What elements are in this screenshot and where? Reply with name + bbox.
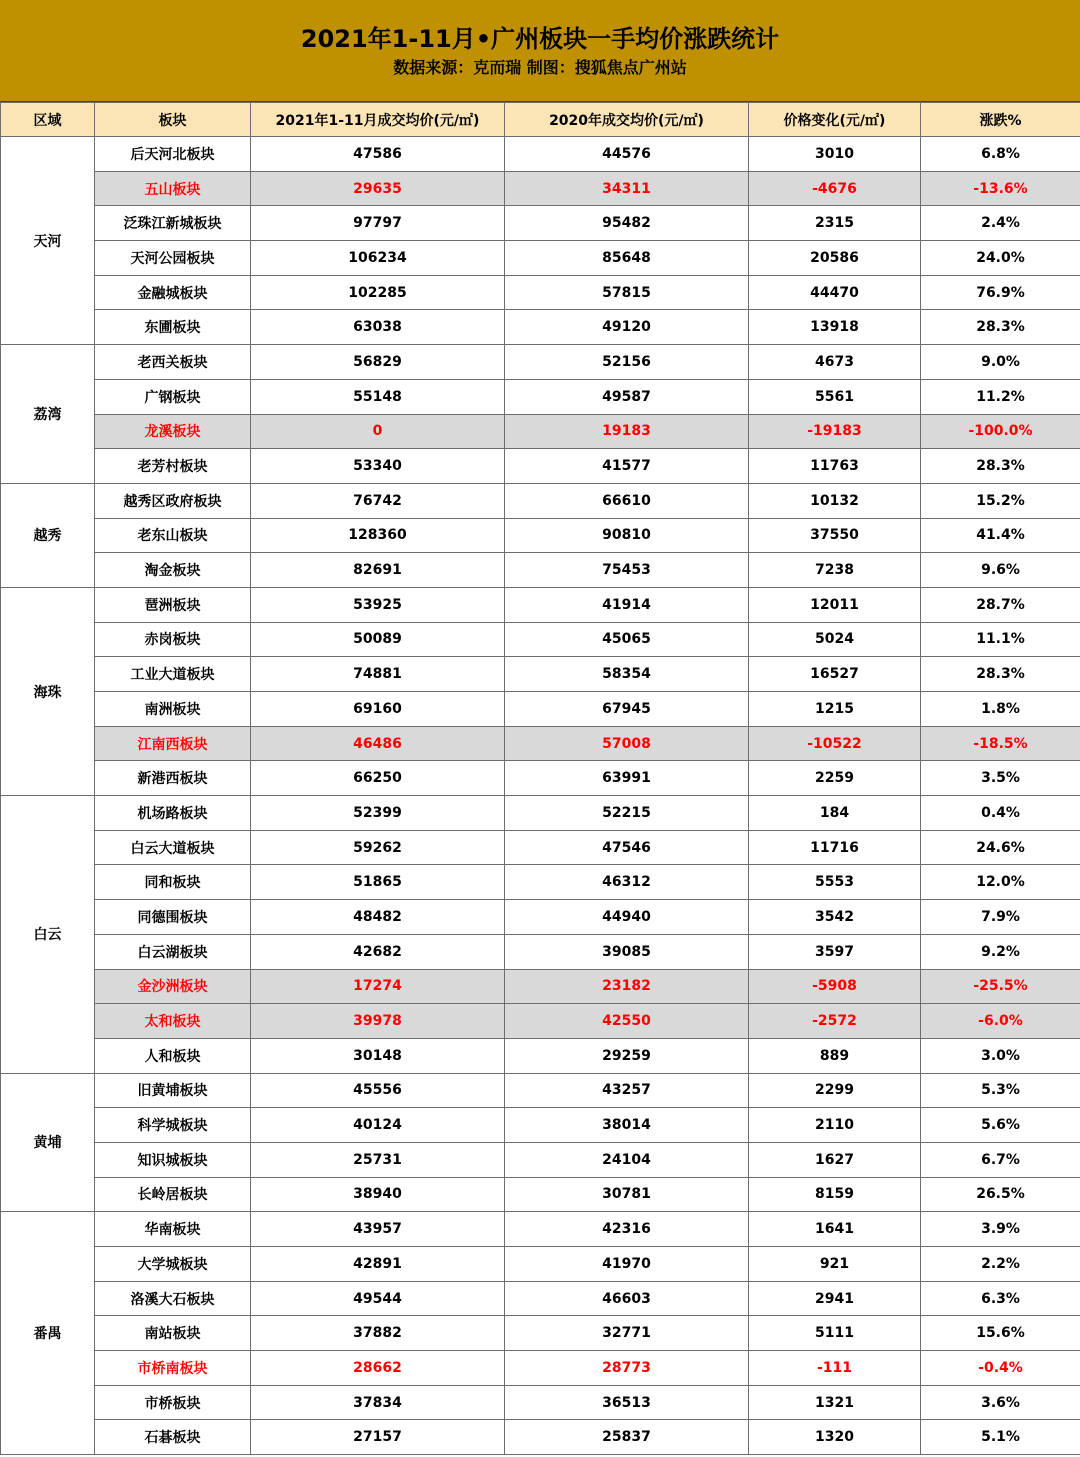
change-percent-cell: 5.6% — [921, 1108, 1080, 1143]
price-2021-cell: 74881 — [251, 657, 505, 692]
price-change-cell: 13918 — [749, 310, 921, 345]
change-percent-cell: -6.0% — [921, 1004, 1080, 1039]
change-percent-cell: 0.4% — [921, 796, 1080, 831]
change-percent-cell: 26.5% — [921, 1177, 1080, 1212]
price-2021-cell: 46486 — [251, 726, 505, 761]
change-percent-cell: 3.6% — [921, 1385, 1080, 1420]
column-header-region: 区域 — [1, 103, 95, 137]
table-row — [1, 830, 1080, 865]
block-name-cell: 赤岗板块 — [95, 622, 251, 657]
price-2020-cell: 52215 — [505, 796, 749, 831]
change-percent-cell: 24.6% — [921, 830, 1080, 865]
table-row — [1, 1385, 1080, 1420]
price-2021-cell: 53340 — [251, 449, 505, 484]
block-name-cell: 石碁板块 — [95, 1420, 251, 1455]
price-change-cell: 5561 — [749, 379, 921, 414]
price-2020-cell: 66610 — [505, 483, 749, 518]
block-name-cell: 市桥板块 — [95, 1385, 251, 1420]
price-2020-cell: 30781 — [505, 1177, 749, 1212]
price-change-cell: -5908 — [749, 969, 921, 1004]
table-row — [1, 1177, 1080, 1212]
table-row — [1, 900, 1080, 935]
page-title: 2021年1-11月•广州板块一手均价涨跌统计 — [300, 24, 780, 53]
price-2020-cell: 19183 — [505, 414, 749, 449]
price-2021-cell: 37882 — [251, 1316, 505, 1351]
change-percent-cell: 12.0% — [921, 865, 1080, 900]
block-name-cell: 工业大道板块 — [95, 657, 251, 692]
price-2020-cell: 95482 — [505, 206, 749, 241]
table-row — [1, 865, 1080, 900]
table-row — [1, 137, 1080, 172]
block-name-cell: 南洲板块 — [95, 692, 251, 727]
block-name-cell: 越秀区政府板块 — [95, 483, 251, 518]
price-2020-cell: 58354 — [505, 657, 749, 692]
price-change-cell: 1321 — [749, 1385, 921, 1420]
block-name-cell: 机场路板块 — [95, 796, 251, 831]
table-body — [1, 137, 1080, 1455]
price-2020-cell: 90810 — [505, 518, 749, 553]
region-cell: 番禺 — [1, 1212, 95, 1455]
column-header-price-2020: 2020年成交均价(元/㎡) — [505, 103, 749, 137]
table-row — [1, 1281, 1080, 1316]
change-percent-cell: 15.6% — [921, 1316, 1080, 1351]
table-row — [1, 1073, 1080, 1108]
change-percent-cell: 6.3% — [921, 1281, 1080, 1316]
price-change-cell: 2299 — [749, 1073, 921, 1108]
price-change-cell: 2941 — [749, 1281, 921, 1316]
price-2021-cell: 39978 — [251, 1004, 505, 1039]
block-name-cell: 旧黄埔板块 — [95, 1073, 251, 1108]
price-2021-cell: 63038 — [251, 310, 505, 345]
block-name-cell: 后天河北板块 — [95, 137, 251, 172]
table-row — [1, 796, 1080, 831]
price-table — [0, 102, 1080, 1455]
price-change-cell: 12011 — [749, 587, 921, 622]
table-row — [1, 1316, 1080, 1351]
change-percent-cell: 6.8% — [921, 137, 1080, 172]
block-name-cell: 科学城板块 — [95, 1108, 251, 1143]
change-percent-cell: 28.3% — [921, 310, 1080, 345]
table-row — [1, 1108, 1080, 1143]
price-change-cell: 2110 — [749, 1108, 921, 1143]
table-row — [1, 692, 1080, 727]
price-2021-cell: 42682 — [251, 934, 505, 969]
price-2020-cell: 44576 — [505, 137, 749, 172]
price-change-cell: 889 — [749, 1038, 921, 1073]
block-name-cell: 同和板块 — [95, 865, 251, 900]
change-percent-cell: -25.5% — [921, 969, 1080, 1004]
price-2020-cell: 39085 — [505, 934, 749, 969]
price-change-cell: 5111 — [749, 1316, 921, 1351]
block-name-cell: 金沙洲板块 — [95, 969, 251, 1004]
price-change-cell: 8159 — [749, 1177, 921, 1212]
price-2021-cell: 48482 — [251, 900, 505, 935]
change-percent-cell: 2.2% — [921, 1247, 1080, 1282]
table-row — [1, 1004, 1080, 1039]
price-2021-cell: 66250 — [251, 761, 505, 796]
price-2020-cell: 63991 — [505, 761, 749, 796]
change-percent-cell: 5.3% — [921, 1073, 1080, 1108]
price-2020-cell: 34311 — [505, 171, 749, 206]
price-2021-cell: 51865 — [251, 865, 505, 900]
price-2021-cell: 42891 — [251, 1247, 505, 1282]
table-row — [1, 310, 1080, 345]
block-name-cell: 广钢板块 — [95, 379, 251, 414]
table-row — [1, 449, 1080, 484]
block-name-cell: 五山板块 — [95, 171, 251, 206]
block-name-cell: 人和板块 — [95, 1038, 251, 1073]
change-percent-cell: 3.9% — [921, 1212, 1080, 1247]
price-2021-cell: 50089 — [251, 622, 505, 657]
column-header-price-change: 价格变化(元/㎡) — [749, 103, 921, 137]
table-row — [1, 934, 1080, 969]
price-change-cell: 5024 — [749, 622, 921, 657]
table-row — [1, 241, 1080, 276]
change-percent-cell: 5.1% — [921, 1420, 1080, 1455]
table-row — [1, 1247, 1080, 1282]
change-percent-cell: 3.5% — [921, 761, 1080, 796]
change-percent-cell: 9.6% — [921, 553, 1080, 588]
price-change-cell: 3597 — [749, 934, 921, 969]
price-2020-cell: 67945 — [505, 692, 749, 727]
block-name-cell: 老西关板块 — [95, 345, 251, 380]
price-change-cell: 184 — [749, 796, 921, 831]
price-change-cell: 1641 — [749, 1212, 921, 1247]
change-percent-cell: 28.3% — [921, 449, 1080, 484]
price-change-cell: 11763 — [749, 449, 921, 484]
price-2021-cell: 59262 — [251, 830, 505, 865]
price-change-cell: 44470 — [749, 275, 921, 310]
table-row — [1, 657, 1080, 692]
table-row — [1, 345, 1080, 380]
price-2021-cell: 52399 — [251, 796, 505, 831]
price-2020-cell: 23182 — [505, 969, 749, 1004]
block-name-cell: 长岭居板块 — [95, 1177, 251, 1212]
price-2021-cell: 38940 — [251, 1177, 505, 1212]
block-name-cell: 老芳村板块 — [95, 449, 251, 484]
block-name-cell: 南站板块 — [95, 1316, 251, 1351]
price-2021-cell: 30148 — [251, 1038, 505, 1073]
change-percent-cell: 9.0% — [921, 345, 1080, 380]
change-percent-cell: 6.7% — [921, 1142, 1080, 1177]
table-row — [1, 726, 1080, 761]
price-change-cell: 2315 — [749, 206, 921, 241]
change-percent-cell: 76.9% — [921, 275, 1080, 310]
price-2021-cell: 128360 — [251, 518, 505, 553]
price-change-cell: 2259 — [749, 761, 921, 796]
price-2021-cell: 55148 — [251, 379, 505, 414]
data-source-subtitle: 数据来源：克而瑞 制图：搜狐焦点广州站 — [393, 57, 687, 77]
change-percent-cell: -100.0% — [921, 414, 1080, 449]
price-2021-cell: 25731 — [251, 1142, 505, 1177]
price-2021-cell: 97797 — [251, 206, 505, 241]
block-name-cell: 华南板块 — [95, 1212, 251, 1247]
price-2021-cell: 37834 — [251, 1385, 505, 1420]
price-change-cell: 10132 — [749, 483, 921, 518]
change-percent-cell: 28.7% — [921, 587, 1080, 622]
block-name-cell: 龙溪板块 — [95, 414, 251, 449]
table-row — [1, 587, 1080, 622]
price-2021-cell: 102285 — [251, 275, 505, 310]
change-percent-cell: 7.9% — [921, 900, 1080, 935]
block-name-cell: 大学城板块 — [95, 1247, 251, 1282]
price-2020-cell: 24104 — [505, 1142, 749, 1177]
price-2021-cell: 82691 — [251, 553, 505, 588]
table-row — [1, 761, 1080, 796]
table-row — [1, 379, 1080, 414]
table-row — [1, 171, 1080, 206]
table-header-row — [1, 103, 1080, 137]
price-2020-cell: 85648 — [505, 241, 749, 276]
price-2021-cell: 53925 — [251, 587, 505, 622]
price-2020-cell: 38014 — [505, 1108, 749, 1143]
table-row — [1, 414, 1080, 449]
block-name-cell: 泛珠江新城板块 — [95, 206, 251, 241]
price-change-cell: 1627 — [749, 1142, 921, 1177]
change-percent-cell: -13.6% — [921, 171, 1080, 206]
change-percent-cell: -0.4% — [921, 1351, 1080, 1386]
price-change-cell: 16527 — [749, 657, 921, 692]
block-name-cell: 东圃板块 — [95, 310, 251, 345]
change-percent-cell: 41.4% — [921, 518, 1080, 553]
column-header-change-percent: 涨跌% — [921, 103, 1080, 137]
change-percent-cell: 28.3% — [921, 657, 1080, 692]
price-2021-cell: 28662 — [251, 1351, 505, 1386]
price-2020-cell: 25837 — [505, 1420, 749, 1455]
price-change-cell: 4673 — [749, 345, 921, 380]
price-2021-cell: 27157 — [251, 1420, 505, 1455]
change-percent-cell: 1.8% — [921, 692, 1080, 727]
table-row — [1, 275, 1080, 310]
price-2021-cell: 40124 — [251, 1108, 505, 1143]
block-name-cell: 洛溪大石板块 — [95, 1281, 251, 1316]
price-2020-cell: 28773 — [505, 1351, 749, 1386]
price-change-cell: 37550 — [749, 518, 921, 553]
price-change-cell: 7238 — [749, 553, 921, 588]
change-percent-cell: 15.2% — [921, 483, 1080, 518]
block-name-cell: 琶洲板块 — [95, 587, 251, 622]
block-name-cell: 白云湖板块 — [95, 934, 251, 969]
block-name-cell: 白云大道板块 — [95, 830, 251, 865]
change-percent-cell: 2.4% — [921, 206, 1080, 241]
table-row — [1, 1420, 1080, 1455]
table-row — [1, 1351, 1080, 1386]
table-row — [1, 206, 1080, 241]
table-row — [1, 1038, 1080, 1073]
price-2020-cell: 46603 — [505, 1281, 749, 1316]
block-name-cell: 淘金板块 — [95, 553, 251, 588]
price-2021-cell: 47586 — [251, 137, 505, 172]
table-row — [1, 622, 1080, 657]
price-change-cell: 1320 — [749, 1420, 921, 1455]
price-change-cell: -2572 — [749, 1004, 921, 1039]
table-row — [1, 518, 1080, 553]
column-header-block: 板块 — [95, 103, 251, 137]
region-cell: 白云 — [1, 796, 95, 1074]
table-row — [1, 483, 1080, 518]
price-2020-cell: 44940 — [505, 900, 749, 935]
block-name-cell: 金融城板块 — [95, 275, 251, 310]
block-name-cell: 江南西板块 — [95, 726, 251, 761]
price-change-cell: 3542 — [749, 900, 921, 935]
block-name-cell: 老东山板块 — [95, 518, 251, 553]
price-change-cell: -19183 — [749, 414, 921, 449]
price-2020-cell: 57815 — [505, 275, 749, 310]
block-name-cell: 太和板块 — [95, 1004, 251, 1039]
price-2021-cell: 45556 — [251, 1073, 505, 1108]
region-cell: 海珠 — [1, 587, 95, 795]
price-2021-cell: 43957 — [251, 1212, 505, 1247]
change-percent-cell: -18.5% — [921, 726, 1080, 761]
price-2020-cell: 47546 — [505, 830, 749, 865]
price-2020-cell: 75453 — [505, 553, 749, 588]
price-2020-cell: 49587 — [505, 379, 749, 414]
table-row — [1, 1212, 1080, 1247]
block-name-cell: 新港西板块 — [95, 761, 251, 796]
change-percent-cell: 3.0% — [921, 1038, 1080, 1073]
price-2020-cell: 57008 — [505, 726, 749, 761]
price-change-cell: 1215 — [749, 692, 921, 727]
block-name-cell: 天河公园板块 — [95, 241, 251, 276]
price-2020-cell: 42316 — [505, 1212, 749, 1247]
region-cell: 天河 — [1, 137, 95, 345]
price-2021-cell: 76742 — [251, 483, 505, 518]
price-2021-cell: 56829 — [251, 345, 505, 380]
change-percent-cell: 24.0% — [921, 241, 1080, 276]
block-name-cell: 同德围板块 — [95, 900, 251, 935]
table-row — [1, 1142, 1080, 1177]
price-2021-cell: 29635 — [251, 171, 505, 206]
price-change-cell: -10522 — [749, 726, 921, 761]
region-cell: 黄埔 — [1, 1073, 95, 1212]
region-cell: 荔湾 — [1, 345, 95, 484]
price-change-cell: 20586 — [749, 241, 921, 276]
change-percent-cell: 9.2% — [921, 934, 1080, 969]
block-name-cell: 市桥南板块 — [95, 1351, 251, 1386]
price-change-cell: 3010 — [749, 137, 921, 172]
price-change-cell: 921 — [749, 1247, 921, 1282]
price-2020-cell: 45065 — [505, 622, 749, 657]
column-header-price-2021: 2021年1-11月成交均价(元/㎡) — [251, 103, 505, 137]
price-2020-cell: 42550 — [505, 1004, 749, 1039]
title-banner — [0, 0, 1080, 102]
price-2020-cell: 41914 — [505, 587, 749, 622]
change-percent-cell: 11.2% — [921, 379, 1080, 414]
price-2020-cell: 43257 — [505, 1073, 749, 1108]
table-row — [1, 553, 1080, 588]
price-change-cell: 5553 — [749, 865, 921, 900]
price-2021-cell: 0 — [251, 414, 505, 449]
price-2021-cell: 106234 — [251, 241, 505, 276]
price-2021-cell: 49544 — [251, 1281, 505, 1316]
price-change-cell: -4676 — [749, 171, 921, 206]
price-2020-cell: 41577 — [505, 449, 749, 484]
price-2020-cell: 52156 — [505, 345, 749, 380]
block-name-cell: 知识城板块 — [95, 1142, 251, 1177]
price-2021-cell: 69160 — [251, 692, 505, 727]
price-change-cell: 11716 — [749, 830, 921, 865]
price-2020-cell: 32771 — [505, 1316, 749, 1351]
price-change-cell: -111 — [749, 1351, 921, 1386]
price-2020-cell: 29259 — [505, 1038, 749, 1073]
table-row — [1, 969, 1080, 1004]
price-2020-cell: 41970 — [505, 1247, 749, 1282]
change-percent-cell: 11.1% — [921, 622, 1080, 657]
price-2020-cell: 36513 — [505, 1385, 749, 1420]
price-2021-cell: 17274 — [251, 969, 505, 1004]
region-cell: 越秀 — [1, 483, 95, 587]
price-2020-cell: 46312 — [505, 865, 749, 900]
price-2020-cell: 49120 — [505, 310, 749, 345]
